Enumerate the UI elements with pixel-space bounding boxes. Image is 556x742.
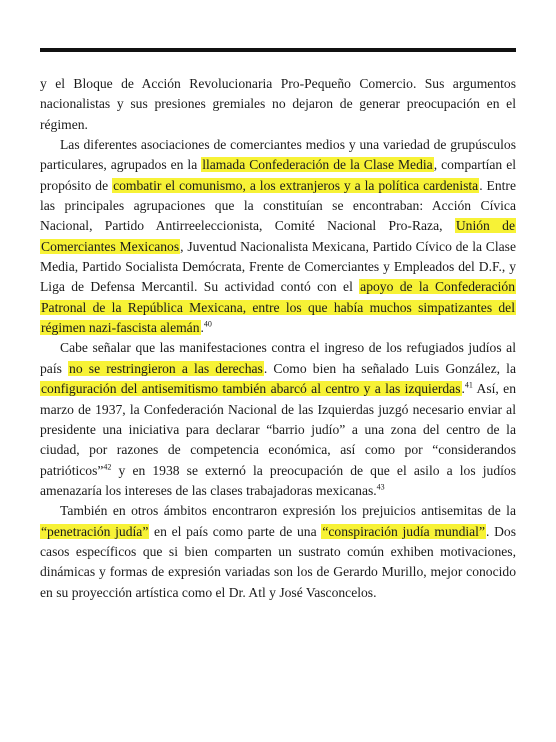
text-run: Así, en marzo de 1937, la Confederación Nacional de las Izquierdas juzgó necesario enviar al presidente una iniciativa para declarar “barrio judío” a una zona del centro de la ciudad, por razones de competencia económica, así como por “considerandos patrióticos” — [40, 381, 516, 478]
top-rule — [40, 48, 516, 52]
highlighted-text: configuración del antisemitismo también abarcó al centro y a las izquierdas — [41, 381, 461, 397]
highlighted-text: “penetración judía” — [41, 523, 149, 539]
highlighted-text: “conspiración judía mundial” — [322, 523, 485, 539]
text-run: . Entre las principales agrupaciones que la constituían se encontraban: Acción Cívica Nacional, Partido Antirreeleccionista, Comité Nacional Pro-Raza, — [40, 177, 516, 234]
text-run: y el Bloque de Acción Revolucionaria Pro-Pequeño Comercio. Sus argumentos nacionalistas y sus presiones gremiales no dejaron de generar preocupación en el régimen. — [40, 76, 516, 132]
text-run: en el país como parte de una — [149, 523, 322, 539]
highlighted-text: Unión de Comerciantes Mexicanos — [41, 218, 516, 254]
footnote-ref: 41 — [464, 380, 473, 390]
paragraph — [40, 74, 516, 135]
body-text — [40, 74, 516, 603]
highlighted-text: combatir el comunismo, a los extranjeros y a la política cardenista — [113, 177, 479, 193]
text-run: . Dos casos específicos que si bien comparten un sustrato común exhiben motivaciones, dinámicas y formas de expresión variadas son los de Gerardo Murillo, mejor conocido en su proyección artística como el Dr. Atl y José Vasconcelos. — [40, 523, 516, 600]
footnote-ref: 42 — [103, 462, 112, 471]
text-run: . — [461, 381, 465, 397]
paragraph — [40, 135, 516, 338]
text-run: . — [200, 320, 204, 336]
text-run: y en 1938 se externó la preocupación de que el asilo a los judíos amenazaría los intereses de las clases trabajadoras mexicanas. — [40, 462, 516, 498]
text-run: Cabe señalar que las manifestaciones contra el ingreso de los refugiados judíos al país — [40, 340, 516, 376]
paragraph — [40, 501, 516, 603]
text-run: También en otros ámbitos encontraron expresión los prejuicios antisemitas de la — [60, 503, 516, 519]
text-run: , Juventud Nacionalista Mexicana, Partido Cívico de la Clase Media, Partido Socialista Demócrata, Frente de Comerciantes y Empleados del D.F., y Liga de Defensa Mercantil. Su actividad contó con el — [40, 238, 516, 295]
text-run: . Como bien ha señalado Luis González, la — [263, 360, 516, 376]
highlighted-text: apoyo de la Confederación Patronal de la República Mexicana, entre los que había muchos simpatizantes del régimen nazi-fascista alemán — [41, 279, 515, 336]
highlighted-text: no se restringieron a las derechas — [69, 360, 263, 376]
text-run: , compartían el propósito de — [40, 157, 517, 193]
footnote-ref: 43 — [376, 482, 385, 492]
highlighted-text: llamada Confederación de la Clase Media — [202, 157, 433, 173]
paragraph — [40, 338, 516, 501]
text-run: Las diferentes asociaciones de comerciantes medios y una variedad de grupúsculos particulares, agrupados en la — [40, 137, 516, 173]
footnote-ref: 40 — [203, 319, 212, 329]
